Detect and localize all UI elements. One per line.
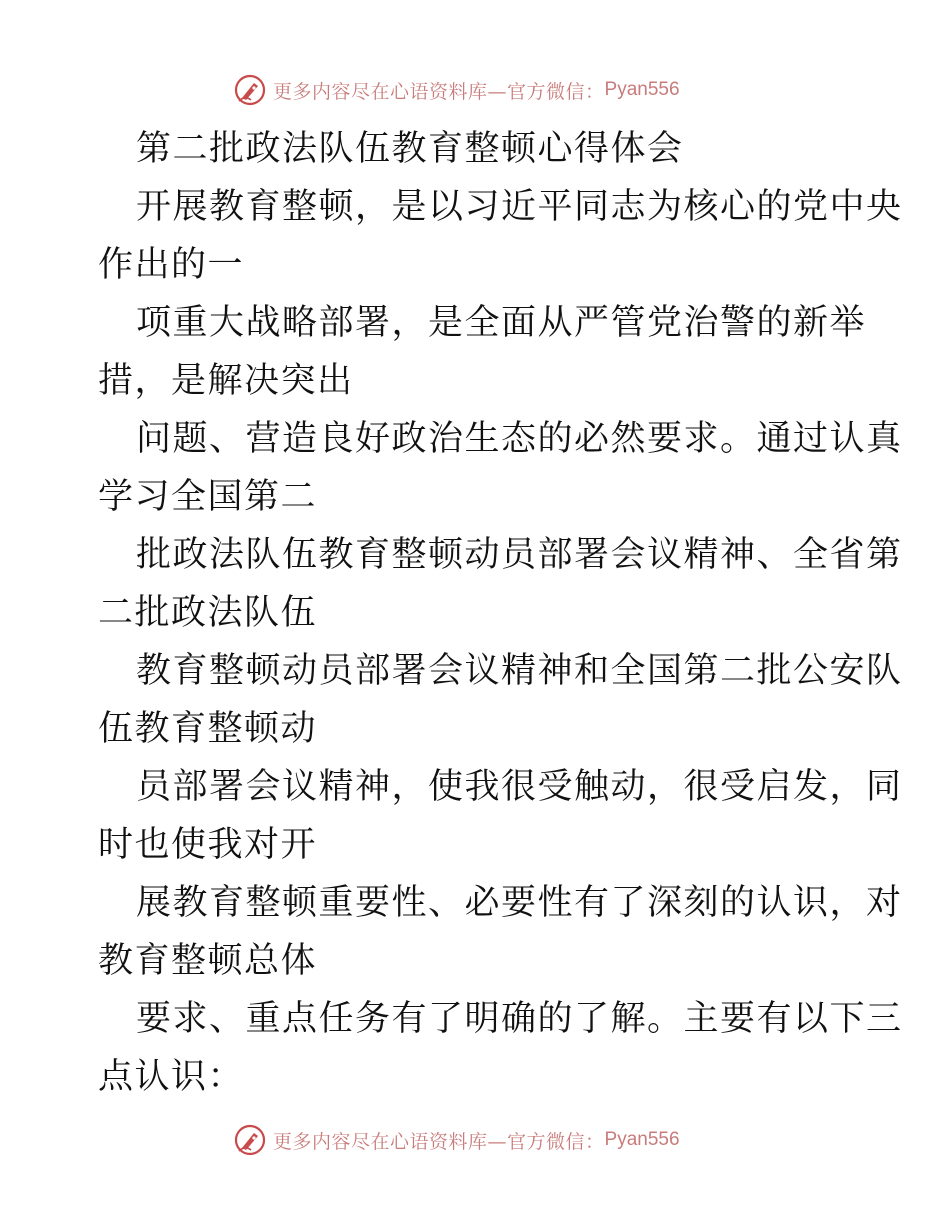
paragraph-line: 措，是解决突出 bbox=[98, 361, 354, 401]
pen-nib-logo-icon bbox=[233, 73, 267, 107]
paragraph-line: 时也使我对开 bbox=[98, 825, 318, 865]
paragraph-line: 点认识： bbox=[98, 1057, 245, 1097]
watermark-text: 更多内容尽在心语资料库—官方微信： bbox=[273, 1130, 605, 1153]
watermark-header bbox=[233, 73, 680, 107]
paragraph-line: 批政法队伍教育整顿动员部署会议精神、全省第 bbox=[136, 535, 903, 575]
paragraph-line: 伍教育整顿动 bbox=[98, 709, 318, 749]
paragraph-line: 开展教育整顿，是以习近平同志为核心的党中央 bbox=[136, 187, 903, 227]
watermark-footer bbox=[233, 1123, 680, 1157]
document-title: 第二批政法队伍教育整顿心得体会 bbox=[136, 129, 684, 169]
paragraph-line: 作出的一 bbox=[98, 245, 245, 285]
paragraph-line: 展教育整顿重要性、必要性有了深刻的认识，对 bbox=[136, 883, 903, 923]
watermark-text: 更多内容尽在心语资料库—官方微信： bbox=[273, 80, 605, 103]
paragraph-line: 项重大战略部署，是全面从严管党治警的新举 bbox=[136, 303, 867, 343]
paragraph-line: 员部署会议精神，使我很受触动，很受启发，同 bbox=[136, 767, 903, 807]
paragraph-line: 教育整顿动员部署会议精神和全国第二批公安队 bbox=[136, 651, 903, 691]
paragraph-line: 二批政法队伍 bbox=[98, 593, 318, 633]
paragraph-line: 学习全国第二 bbox=[98, 477, 318, 517]
paragraph-line: 问题、营造良好政治生态的必然要求。通过认真 bbox=[136, 419, 903, 459]
paragraph-line: 教育整顿总体 bbox=[98, 941, 318, 981]
paragraph-line: 要求、重点任务有了明确的了解。主要有以下三 bbox=[136, 999, 903, 1039]
watermark-wechat-id: Pyan556 bbox=[604, 1129, 680, 1150]
pen-nib-logo-icon bbox=[233, 1123, 267, 1157]
watermark-wechat-id: Pyan556 bbox=[604, 79, 680, 100]
document-body bbox=[98, 120, 903, 1106]
